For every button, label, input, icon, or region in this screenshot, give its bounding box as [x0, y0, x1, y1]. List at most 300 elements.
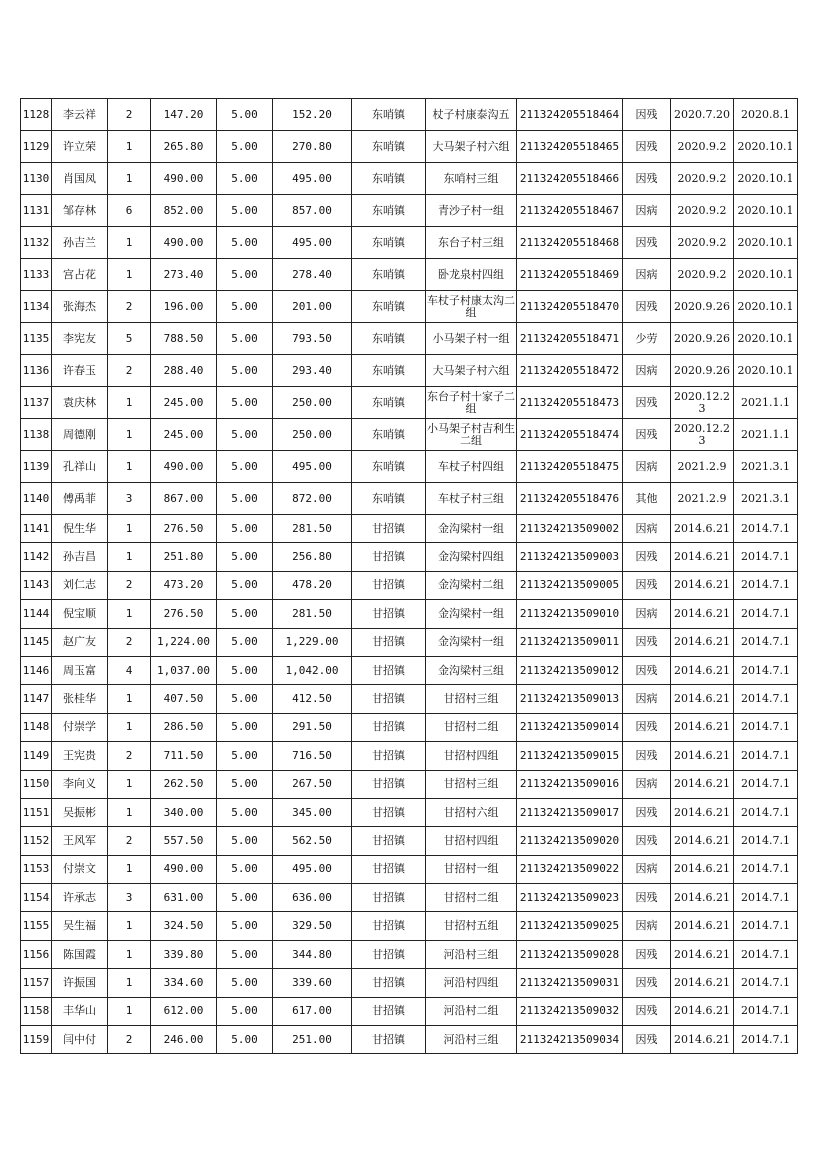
table-row — [21, 571, 798, 599]
table-row — [21, 195, 798, 227]
table-row — [21, 291, 798, 323]
table-row — [21, 99, 798, 131]
cell-start-date: 2014.7.1 — [734, 656, 798, 684]
cell-name: 孙吉昌 — [52, 543, 108, 571]
cell-name: 袁庆林 — [52, 387, 108, 419]
cell-row-number: 1136 — [21, 355, 52, 387]
cell-address: 东台子村十家子二组 — [426, 387, 517, 419]
cell-extra-amount: 5.00 — [217, 940, 273, 968]
records-table — [20, 98, 798, 1054]
cell-household-size: 2 — [108, 571, 151, 599]
cell-extra-amount: 5.00 — [217, 600, 273, 628]
cell-base-amount: 288.40 — [151, 355, 217, 387]
table-row — [21, 855, 798, 883]
table-row — [21, 259, 798, 291]
cell-town: 甘招镇 — [352, 571, 426, 599]
cell-address: 东台子村三组 — [426, 227, 517, 259]
cell-name: 丰华山 — [52, 997, 108, 1025]
table-row — [21, 451, 798, 483]
cell-approval-date: 2014.6.21 — [671, 571, 734, 599]
cell-row-number: 1150 — [21, 770, 52, 798]
cell-total-amount: 478.20 — [273, 571, 352, 599]
table-row — [21, 355, 798, 387]
cell-extra-amount: 5.00 — [217, 827, 273, 855]
cell-id-code: 211324205518473 — [517, 387, 623, 419]
cell-name: 肖国凤 — [52, 163, 108, 195]
cell-total-amount: 267.50 — [273, 770, 352, 798]
cell-household-size: 1 — [108, 451, 151, 483]
table-row — [21, 997, 798, 1025]
cell-base-amount: 1,224.00 — [151, 628, 217, 656]
cell-total-amount: 345.00 — [273, 798, 352, 826]
cell-extra-amount: 5.00 — [217, 483, 273, 515]
cell-name: 刘仁志 — [52, 571, 108, 599]
cell-start-date: 2020.10.1 — [734, 195, 798, 227]
cell-row-number: 1128 — [21, 99, 52, 131]
cell-address: 大马架子村六组 — [426, 355, 517, 387]
cell-address: 金沟梁村四组 — [426, 543, 517, 571]
cell-base-amount: 334.60 — [151, 969, 217, 997]
cell-reason: 因残 — [623, 291, 671, 323]
cell-extra-amount: 5.00 — [217, 912, 273, 940]
cell-row-number: 1152 — [21, 827, 52, 855]
cell-start-date: 2014.7.1 — [734, 855, 798, 883]
cell-extra-amount: 5.00 — [217, 515, 273, 543]
cell-base-amount: 286.50 — [151, 713, 217, 741]
cell-total-amount: 281.50 — [273, 515, 352, 543]
cell-approval-date: 2020.9.26 — [671, 291, 734, 323]
cell-row-number: 1151 — [21, 798, 52, 826]
cell-household-size: 3 — [108, 483, 151, 515]
cell-row-number: 1154 — [21, 884, 52, 912]
cell-reason: 因病 — [623, 770, 671, 798]
cell-id-code: 211324205518476 — [517, 483, 623, 515]
cell-approval-date: 2020.9.26 — [671, 355, 734, 387]
cell-address: 甘招村六组 — [426, 798, 517, 826]
cell-name: 周德刚 — [52, 419, 108, 451]
table-row — [21, 515, 798, 543]
cell-approval-date: 2020.9.2 — [671, 259, 734, 291]
cell-name: 倪生华 — [52, 515, 108, 543]
cell-household-size: 1 — [108, 969, 151, 997]
cell-name: 许振国 — [52, 969, 108, 997]
cell-approval-date: 2014.6.21 — [671, 798, 734, 826]
cell-row-number: 1158 — [21, 997, 52, 1025]
cell-approval-date: 2014.6.21 — [671, 543, 734, 571]
table-row — [21, 1026, 798, 1054]
cell-town: 东哨镇 — [352, 355, 426, 387]
table-row — [21, 387, 798, 419]
cell-town: 甘招镇 — [352, 997, 426, 1025]
cell-start-date: 2021.3.1 — [734, 451, 798, 483]
cell-extra-amount: 5.00 — [217, 195, 273, 227]
cell-name: 李宪友 — [52, 323, 108, 355]
cell-row-number: 1143 — [21, 571, 52, 599]
cell-household-size: 1 — [108, 997, 151, 1025]
cell-start-date: 2020.10.1 — [734, 131, 798, 163]
cell-approval-date: 2020.9.2 — [671, 195, 734, 227]
cell-base-amount: 788.50 — [151, 323, 217, 355]
cell-town: 东哨镇 — [352, 451, 426, 483]
table-row — [21, 798, 798, 826]
cell-address: 车杖子村三组 — [426, 483, 517, 515]
cell-reason: 因残 — [623, 827, 671, 855]
cell-town: 甘招镇 — [352, 685, 426, 713]
cell-town: 东哨镇 — [352, 99, 426, 131]
cell-id-code: 211324213509016 — [517, 770, 623, 798]
cell-extra-amount: 5.00 — [217, 742, 273, 770]
cell-approval-date: 2020.9.2 — [671, 131, 734, 163]
cell-address: 金沟梁村二组 — [426, 571, 517, 599]
cell-extra-amount: 5.00 — [217, 355, 273, 387]
cell-row-number: 1132 — [21, 227, 52, 259]
cell-start-date: 2014.7.1 — [734, 600, 798, 628]
cell-town: 甘招镇 — [352, 940, 426, 968]
cell-extra-amount: 5.00 — [217, 770, 273, 798]
cell-extra-amount: 5.00 — [217, 628, 273, 656]
cell-approval-date: 2014.6.21 — [671, 940, 734, 968]
cell-approval-date: 2014.6.21 — [671, 515, 734, 543]
cell-town: 甘招镇 — [352, 884, 426, 912]
cell-row-number: 1147 — [21, 685, 52, 713]
cell-household-size: 6 — [108, 195, 151, 227]
cell-household-size: 4 — [108, 656, 151, 684]
cell-extra-amount: 5.00 — [217, 997, 273, 1025]
cell-total-amount: 636.00 — [273, 884, 352, 912]
table-row — [21, 827, 798, 855]
cell-total-amount: 293.40 — [273, 355, 352, 387]
cell-total-amount: 562.50 — [273, 827, 352, 855]
cell-reason: 因残 — [623, 227, 671, 259]
cell-base-amount: 251.80 — [151, 543, 217, 571]
cell-total-amount: 281.50 — [273, 600, 352, 628]
table-row — [21, 912, 798, 940]
cell-extra-amount: 5.00 — [217, 259, 273, 291]
cell-household-size: 2 — [108, 827, 151, 855]
cell-total-amount: 495.00 — [273, 163, 352, 195]
cell-row-number: 1141 — [21, 515, 52, 543]
cell-start-date: 2020.10.1 — [734, 291, 798, 323]
cell-town: 东哨镇 — [352, 419, 426, 451]
cell-town: 东哨镇 — [352, 483, 426, 515]
cell-reason: 因残 — [623, 163, 671, 195]
table-row — [21, 483, 798, 515]
cell-town: 甘招镇 — [352, 969, 426, 997]
cell-address: 小马架子村吉利生二组 — [426, 419, 517, 451]
cell-total-amount: 270.80 — [273, 131, 352, 163]
table-row — [21, 323, 798, 355]
cell-name: 付崇学 — [52, 713, 108, 741]
cell-extra-amount: 5.00 — [217, 387, 273, 419]
cell-household-size: 1 — [108, 543, 151, 571]
cell-base-amount: 245.00 — [151, 419, 217, 451]
cell-reason: 因残 — [623, 940, 671, 968]
cell-total-amount: 495.00 — [273, 855, 352, 883]
cell-total-amount: 256.80 — [273, 543, 352, 571]
cell-approval-date: 2021.2.9 — [671, 451, 734, 483]
cell-base-amount: 490.00 — [151, 227, 217, 259]
cell-base-amount: 340.00 — [151, 798, 217, 826]
cell-row-number: 1135 — [21, 323, 52, 355]
cell-total-amount: 716.50 — [273, 742, 352, 770]
cell-approval-date: 2014.6.21 — [671, 770, 734, 798]
cell-row-number: 1144 — [21, 600, 52, 628]
cell-base-amount: 490.00 — [151, 451, 217, 483]
cell-town: 东哨镇 — [352, 163, 426, 195]
cell-approval-date: 2020.7.20 — [671, 99, 734, 131]
cell-start-date: 2014.7.1 — [734, 685, 798, 713]
cell-address: 金沟梁村一组 — [426, 600, 517, 628]
cell-base-amount: 246.00 — [151, 1026, 217, 1054]
cell-name: 吴振彬 — [52, 798, 108, 826]
cell-household-size: 1 — [108, 798, 151, 826]
cell-extra-amount: 5.00 — [217, 227, 273, 259]
cell-reason: 因病 — [623, 195, 671, 227]
cell-start-date: 2014.7.1 — [734, 571, 798, 599]
cell-household-size: 2 — [108, 355, 151, 387]
cell-town: 甘招镇 — [352, 912, 426, 940]
cell-id-code: 211324205518472 — [517, 355, 623, 387]
table-body — [21, 99, 798, 1054]
cell-approval-date: 2014.6.21 — [671, 656, 734, 684]
table-row — [21, 742, 798, 770]
cell-row-number: 1146 — [21, 656, 52, 684]
cell-reason: 因残 — [623, 628, 671, 656]
cell-start-date: 2014.7.1 — [734, 628, 798, 656]
cell-approval-date: 2020.9.2 — [671, 227, 734, 259]
cell-household-size: 1 — [108, 713, 151, 741]
cell-id-code: 211324213509031 — [517, 969, 623, 997]
cell-id-code: 211324205518469 — [517, 259, 623, 291]
cell-start-date: 2021.1.1 — [734, 387, 798, 419]
cell-address: 甘招村五组 — [426, 912, 517, 940]
cell-town: 甘招镇 — [352, 827, 426, 855]
cell-reason: 因残 — [623, 419, 671, 451]
cell-row-number: 1137 — [21, 387, 52, 419]
cell-row-number: 1133 — [21, 259, 52, 291]
cell-approval-date: 2014.6.21 — [671, 827, 734, 855]
cell-reason: 因病 — [623, 515, 671, 543]
cell-reason: 因病 — [623, 259, 671, 291]
cell-name: 许承志 — [52, 884, 108, 912]
cell-id-code: 211324205518464 — [517, 99, 623, 131]
cell-extra-amount: 5.00 — [217, 855, 273, 883]
cell-household-size: 1 — [108, 855, 151, 883]
table-row — [21, 969, 798, 997]
cell-address: 甘招村二组 — [426, 884, 517, 912]
cell-household-size: 1 — [108, 387, 151, 419]
table-row — [21, 163, 798, 195]
cell-id-code: 211324213509015 — [517, 742, 623, 770]
cell-household-size: 1 — [108, 419, 151, 451]
table-row — [21, 940, 798, 968]
cell-total-amount: 412.50 — [273, 685, 352, 713]
cell-id-code: 211324213509010 — [517, 600, 623, 628]
cell-approval-date: 2021.2.9 — [671, 483, 734, 515]
cell-id-code: 211324213509020 — [517, 827, 623, 855]
cell-town: 甘招镇 — [352, 855, 426, 883]
cell-address: 小马架子村一组 — [426, 323, 517, 355]
cell-total-amount: 495.00 — [273, 451, 352, 483]
cell-total-amount: 1,229.00 — [273, 628, 352, 656]
cell-household-size: 1 — [108, 940, 151, 968]
cell-row-number: 1153 — [21, 855, 52, 883]
cell-start-date: 2014.7.1 — [734, 912, 798, 940]
cell-start-date: 2014.7.1 — [734, 884, 798, 912]
cell-reason: 因残 — [623, 131, 671, 163]
cell-row-number: 1131 — [21, 195, 52, 227]
cell-total-amount: 201.00 — [273, 291, 352, 323]
cell-extra-amount: 5.00 — [217, 1026, 273, 1054]
cell-reason: 因病 — [623, 451, 671, 483]
cell-base-amount: 273.40 — [151, 259, 217, 291]
cell-name: 王宪贵 — [52, 742, 108, 770]
cell-base-amount: 339.80 — [151, 940, 217, 968]
cell-household-size: 1 — [108, 770, 151, 798]
cell-household-size: 5 — [108, 323, 151, 355]
cell-approval-date: 2014.6.21 — [671, 1026, 734, 1054]
cell-town: 甘招镇 — [352, 543, 426, 571]
cell-address: 甘招村二组 — [426, 713, 517, 741]
cell-id-code: 211324213509013 — [517, 685, 623, 713]
table-row — [21, 713, 798, 741]
cell-base-amount: 196.00 — [151, 291, 217, 323]
cell-id-code: 211324213509017 — [517, 798, 623, 826]
cell-extra-amount: 5.00 — [217, 713, 273, 741]
cell-base-amount: 407.50 — [151, 685, 217, 713]
cell-name: 付崇文 — [52, 855, 108, 883]
cell-address: 甘招村三组 — [426, 770, 517, 798]
cell-approval-date: 2014.6.21 — [671, 685, 734, 713]
cell-address: 甘招村一组 — [426, 855, 517, 883]
cell-address: 甘招村四组 — [426, 742, 517, 770]
cell-id-code: 211324205518467 — [517, 195, 623, 227]
cell-extra-amount: 5.00 — [217, 656, 273, 684]
cell-base-amount: 490.00 — [151, 163, 217, 195]
cell-name: 许春玉 — [52, 355, 108, 387]
cell-row-number: 1142 — [21, 543, 52, 571]
table-row — [21, 656, 798, 684]
cell-total-amount: 495.00 — [273, 227, 352, 259]
cell-row-number: 1130 — [21, 163, 52, 195]
cell-id-code: 211324205518468 — [517, 227, 623, 259]
cell-start-date: 2020.10.1 — [734, 163, 798, 195]
cell-row-number: 1129 — [21, 131, 52, 163]
cell-town: 甘招镇 — [352, 628, 426, 656]
cell-total-amount: 278.40 — [273, 259, 352, 291]
cell-id-code: 211324213509032 — [517, 997, 623, 1025]
cell-base-amount: 631.00 — [151, 884, 217, 912]
cell-extra-amount: 5.00 — [217, 571, 273, 599]
cell-town: 甘招镇 — [352, 600, 426, 628]
cell-address: 河沿村二组 — [426, 997, 517, 1025]
cell-address: 甘招村四组 — [426, 827, 517, 855]
cell-address: 东哨村三组 — [426, 163, 517, 195]
cell-row-number: 1138 — [21, 419, 52, 451]
table-row — [21, 685, 798, 713]
cell-town: 甘招镇 — [352, 798, 426, 826]
cell-name: 陈国霞 — [52, 940, 108, 968]
cell-extra-amount: 5.00 — [217, 798, 273, 826]
cell-base-amount: 276.50 — [151, 600, 217, 628]
cell-extra-amount: 5.00 — [217, 131, 273, 163]
cell-address: 卧龙泉村四组 — [426, 259, 517, 291]
cell-row-number: 1145 — [21, 628, 52, 656]
cell-id-code: 211324213509002 — [517, 515, 623, 543]
cell-base-amount: 324.50 — [151, 912, 217, 940]
cell-reason: 其他 — [623, 483, 671, 515]
table-row — [21, 131, 798, 163]
cell-town: 东哨镇 — [352, 387, 426, 419]
cell-row-number: 1140 — [21, 483, 52, 515]
cell-id-code: 211324205518466 — [517, 163, 623, 195]
cell-approval-date: 2020.12.23 — [671, 387, 734, 419]
cell-base-amount: 276.50 — [151, 515, 217, 543]
cell-start-date: 2021.3.1 — [734, 483, 798, 515]
table-row — [21, 227, 798, 259]
cell-base-amount: 612.00 — [151, 997, 217, 1025]
cell-extra-amount: 5.00 — [217, 323, 273, 355]
cell-total-amount: 339.60 — [273, 969, 352, 997]
cell-household-size: 2 — [108, 99, 151, 131]
cell-name: 邹存林 — [52, 195, 108, 227]
cell-row-number: 1159 — [21, 1026, 52, 1054]
cell-base-amount: 867.00 — [151, 483, 217, 515]
cell-household-size: 2 — [108, 742, 151, 770]
cell-name: 周玉富 — [52, 656, 108, 684]
cell-base-amount: 1,037.00 — [151, 656, 217, 684]
cell-base-amount: 490.00 — [151, 855, 217, 883]
cell-town: 甘招镇 — [352, 515, 426, 543]
cell-town: 甘招镇 — [352, 713, 426, 741]
cell-name: 赵广友 — [52, 628, 108, 656]
cell-address: 杖子村康泰沟五 — [426, 99, 517, 131]
cell-id-code: 211324205518470 — [517, 291, 623, 323]
cell-row-number: 1134 — [21, 291, 52, 323]
cell-household-size: 2 — [108, 628, 151, 656]
cell-total-amount: 344.80 — [273, 940, 352, 968]
cell-total-amount: 1,042.00 — [273, 656, 352, 684]
cell-household-size: 1 — [108, 131, 151, 163]
cell-id-code: 211324205518465 — [517, 131, 623, 163]
cell-approval-date: 2020.9.2 — [671, 163, 734, 195]
cell-household-size: 1 — [108, 259, 151, 291]
cell-reason: 因病 — [623, 912, 671, 940]
cell-name: 李向义 — [52, 770, 108, 798]
cell-address: 车杖子村四组 — [426, 451, 517, 483]
cell-total-amount: 872.00 — [273, 483, 352, 515]
cell-reason: 因残 — [623, 99, 671, 131]
cell-start-date: 2021.1.1 — [734, 419, 798, 451]
cell-id-code: 211324213509011 — [517, 628, 623, 656]
cell-extra-amount: 5.00 — [217, 451, 273, 483]
cell-start-date: 2014.7.1 — [734, 742, 798, 770]
cell-base-amount: 147.20 — [151, 99, 217, 131]
cell-approval-date: 2014.6.21 — [671, 628, 734, 656]
cell-extra-amount: 5.00 — [217, 543, 273, 571]
cell-address: 河沿村四组 — [426, 969, 517, 997]
cell-address: 车杖子村康太沟二组 — [426, 291, 517, 323]
cell-id-code: 211324205518474 — [517, 419, 623, 451]
cell-id-code: 211324213509003 — [517, 543, 623, 571]
cell-approval-date: 2020.9.26 — [671, 323, 734, 355]
cell-id-code: 211324213509028 — [517, 940, 623, 968]
cell-total-amount: 152.20 — [273, 99, 352, 131]
cell-reason: 因残 — [623, 656, 671, 684]
cell-base-amount: 245.00 — [151, 387, 217, 419]
cell-start-date: 2014.7.1 — [734, 969, 798, 997]
cell-approval-date: 2020.12.23 — [671, 419, 734, 451]
